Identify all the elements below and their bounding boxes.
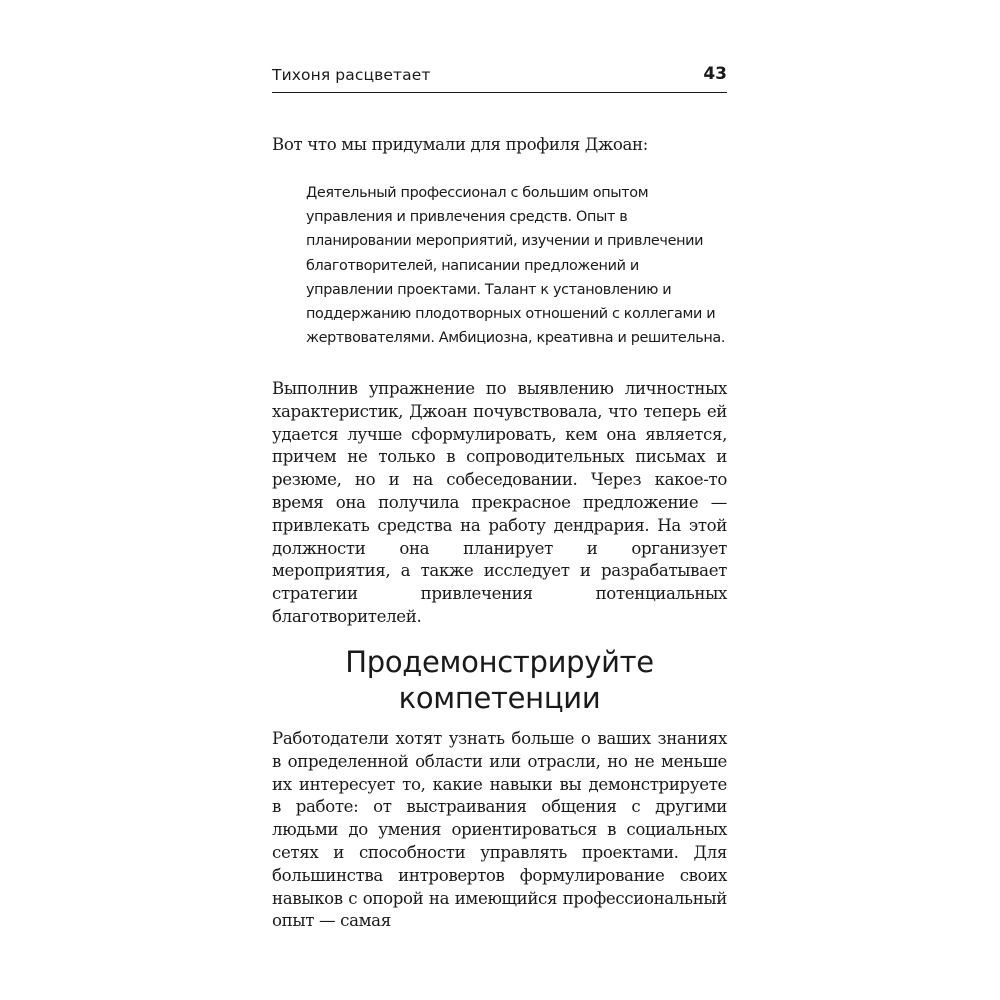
running-title: Тихоня расцветает (272, 66, 431, 84)
section-heading: Продемонстрируйте компетенции (345, 645, 654, 715)
intro-line: Вот что мы придумали для профиля Джоан: (272, 135, 648, 154)
body-paragraph: Выполнив упражнение по выявлению личностных характеристик, Джоан почувствовала, что теперь ей удается лучше сформулировать, кем она является, причем не только в сопроводительных письмах и резюме, но и на собеседовании. Через какое-то время она получила прекрасное предложение — привлекать средства на работу дендрария. На этой должности она планирует и организует мероприятия, а также исследует и разрабатывает стратегии привлечения потенциальных благотворителей. (272, 379, 727, 626)
book-page (272, 0, 727, 1000)
body-paragraph: Работодатели хотят узнать больше о ваших знаниях в определенной области или отрасли, но не меньше их интересует то, какие навыки вы демонстрируете в работе: от выстраивания общения с другими людьми до умения ориентироваться в социальных сетях и способности управлять проектами. Для большинства интровертов формулирование своих навыков с опорой на имеющийся профессиональный опыт — самая (272, 729, 727, 931)
page-number: 43 (703, 64, 727, 84)
profile-quote: Деятельный профессионал с большим опытом управления и привлечения средств. Опыт в планировании мероприятий, изучении и привлечении благотворителей, написании предложений и управлении проектами. Талант к установлению и поддержанию плодотворных отношений с коллегами и жертвователями. Амбициозна, креативна и решительна. (306, 185, 726, 347)
running-header (272, 64, 727, 93)
